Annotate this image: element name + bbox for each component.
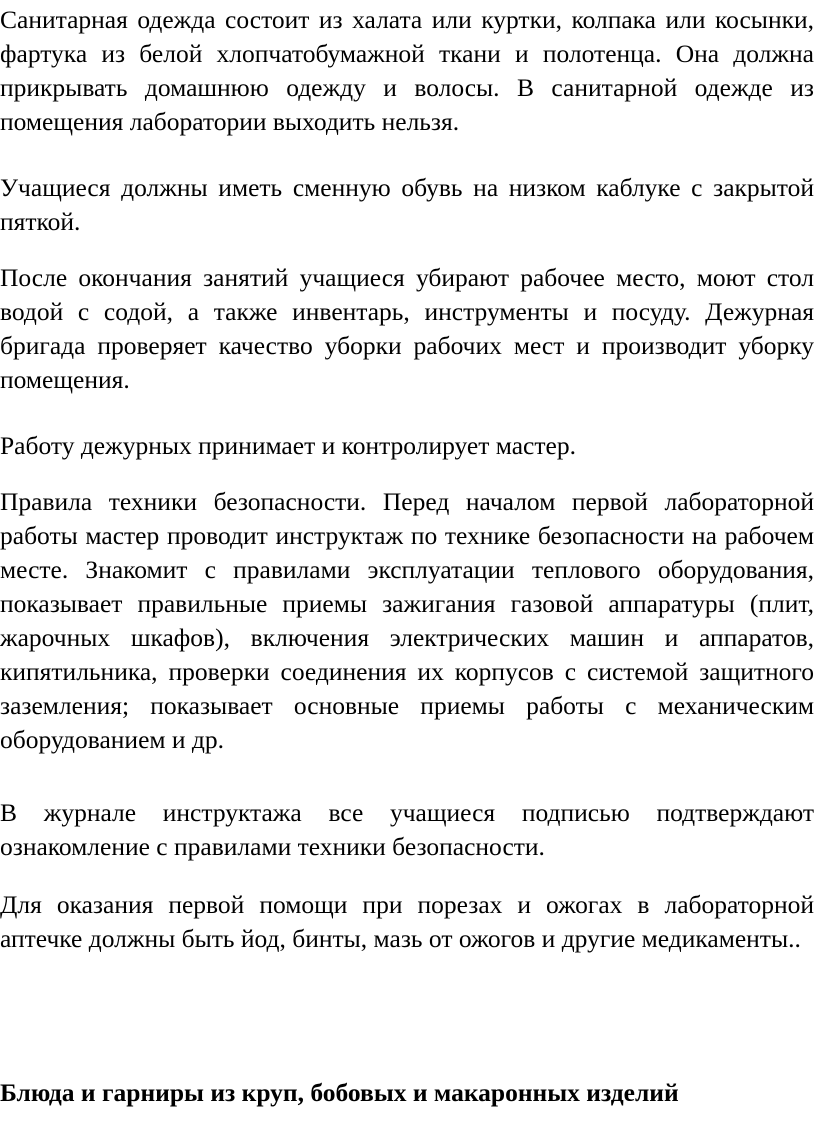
section-heading: Блюда и гарниры из круп, бобовых и макаронных изделий: [0, 1078, 679, 1107]
paragraph-safety-rules: Правила техники безопасности. Перед началом первой лабораторной работы мастер проводит инструктаж по технике безопасности на рабочем месте. Знакомит с правилами эксплуатации теплового оборудования, показывает правильные приемы зажигания газовой аппаратуры (плит, жарочных шкафов), включения электрических машин и аппаратов, кипятильника, проверки соединения их корпусов с системой защитного заземления; показывает основные приемы работы с механическим оборудованием и др.: [0, 487, 814, 754]
paragraph-duty-check: Работу дежурных принимает и контролирует мастер.: [0, 431, 576, 460]
paragraph-sanitary-clothing: Санитарная одежда состоит из халата или куртки, колпака или косынки, фартука из белой хлопчатобумажной ткани и полотенца. Она должна прикрывать домашнюю одежду и волосы. В санитарной одежде из помещения лаборатории выходить нельзя.: [0, 5, 814, 136]
paragraph-cleanup: После окончания занятий учащиеся убирают рабочее место, моют стол водой с содой, а также инвентарь, инструменты и посуду. Дежурная бригада проверяет качество уборки рабочих мест и производит уборку помещения.: [0, 263, 814, 394]
paragraph-first-aid: Для оказания первой помощи при порезах и ожогах в лабораторной аптечке должны быть йод, бинты, мазь от ожогов и другие медикаменты..: [0, 890, 814, 953]
paragraph-footwear: Учащиеся должны иметь сменную обувь на низком каблуке с закрытой пяткой.: [0, 173, 814, 236]
paragraph-instruction-journal: В журнале инструктажа все учащиеся подписью подтверждают ознакомление с правилами техники безопасности.: [0, 798, 814, 861]
